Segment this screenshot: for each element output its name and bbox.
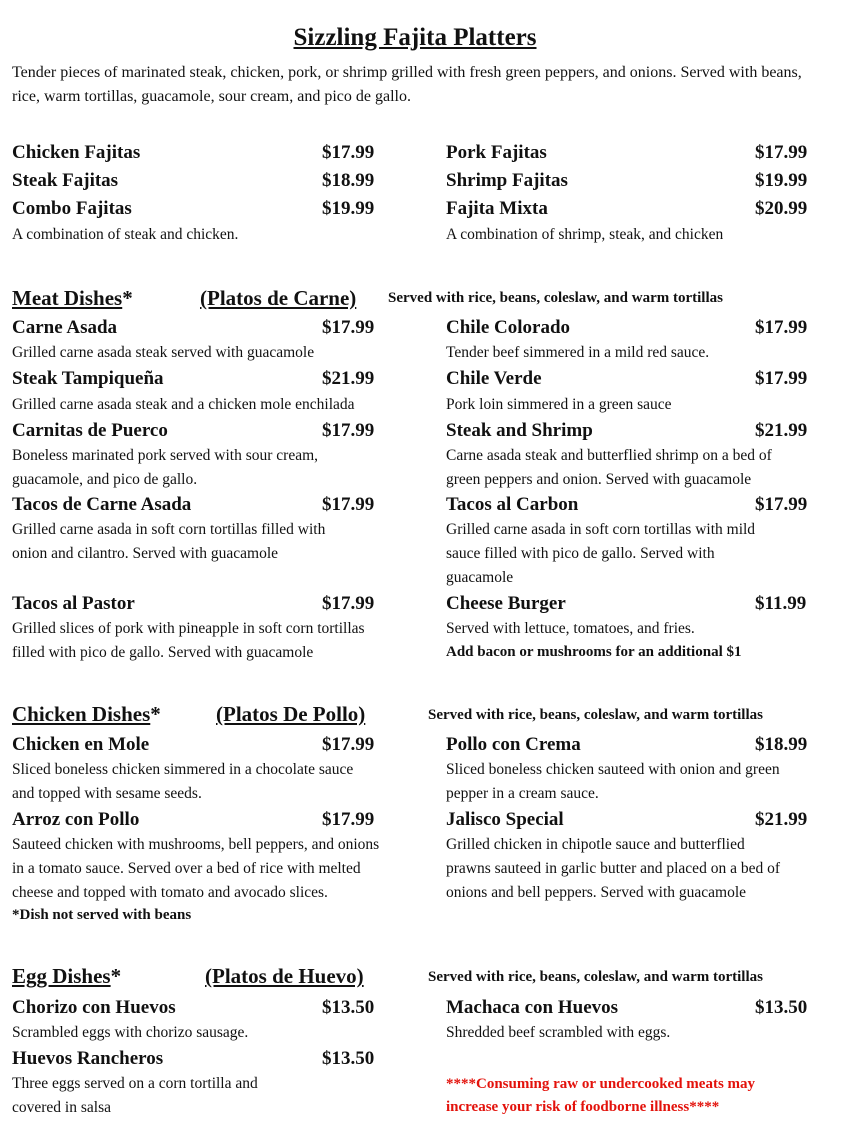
menu-item-price: $17.99	[322, 494, 375, 515]
menu-item-name: Shrimp Fajitas	[446, 170, 568, 191]
menu-item-desc: Sauteed chicken with mushrooms, bell peppers, and onions	[12, 836, 380, 853]
menu-item-desc: filled with pico de gallo. Served with guacamole	[12, 644, 314, 661]
menu-item-name: Carnitas de Puerco	[12, 420, 168, 441]
menu-item-desc: A combination of steak and chicken.	[12, 226, 239, 243]
menu-item-name: Carne Asada	[12, 317, 118, 338]
menu-item-price: $20.99	[755, 198, 808, 219]
menu-item-desc: Served with lettuce, tomatoes, and fries.	[446, 620, 695, 637]
menu-item-name: Chile Verde	[446, 368, 542, 389]
section-heading: Egg Dishes*	[12, 964, 122, 988]
menu-item-price: $18.99	[322, 170, 375, 191]
menu-item-desc: Carne asada steak and butterflied shrimp on a bed of	[446, 447, 772, 464]
menu-item-name: Jalisco Special	[446, 809, 564, 830]
menu-item-price: $17.99	[322, 734, 375, 755]
section-heading-spanish: (Platos de Huevo)	[205, 964, 364, 988]
menu-item-price: $17.99	[755, 142, 808, 163]
section-heading: Meat Dishes*	[12, 286, 133, 310]
menu-item-name: Arroz con Pollo	[12, 809, 140, 830]
menu-item-name: Steak Fajitas	[12, 170, 119, 191]
menu-item-price: $17.99	[322, 420, 375, 441]
menu-item-name: Tacos de Carne Asada	[12, 494, 192, 515]
menu-item-price: $17.99	[322, 593, 375, 614]
menu-item-desc: onion and cilantro. Served with guacamole	[12, 545, 279, 562]
menu-item-price: $18.99	[755, 734, 808, 755]
menu-item-desc: Shredded beef scrambled with eggs.	[446, 1024, 671, 1041]
menu-item-desc: guacamole	[446, 569, 514, 586]
menu-item-name: Cheese Burger	[446, 593, 566, 614]
menu-item-desc: guacamole, and pico de gallo.	[12, 471, 198, 488]
menu-item-desc: Boneless marinated pork served with sour cream,	[12, 447, 319, 464]
menu-item-price: $19.99	[755, 170, 808, 191]
menu-item-desc: in a tomato sauce. Served over a bed of rice with melted	[12, 860, 361, 877]
menu-item-name: Chicken en Mole	[12, 734, 150, 755]
menu-item-note: *Dish not served with beans	[12, 907, 192, 923]
menu-item-price: $17.99	[755, 317, 808, 338]
menu-item-name: Steak and Shrimp	[446, 420, 593, 441]
menu-item-desc: Tender beef simmered in a mild red sauce.	[446, 344, 710, 361]
page-title: Sizzling Fajita Platters	[293, 24, 537, 51]
menu-item-desc: pepper in a cream sauce.	[446, 785, 599, 802]
menu-item-price: $17.99	[755, 368, 808, 389]
menu-item-price: $17.99	[322, 809, 375, 830]
menu-item-name: Chile Colorado	[446, 317, 571, 338]
menu-item-desc: cheese and topped with tomato and avocado slices.	[12, 884, 328, 901]
menu-item-desc: Sliced boneless chicken sauteed with onion and green	[446, 761, 780, 778]
served-with-note: Served with rice, beans, coleslaw, and warm tortillas	[388, 290, 723, 306]
menu-item-desc: Grilled carne asada in soft corn tortillas with mild	[446, 521, 756, 538]
menu-item-price: $13.50	[322, 1048, 375, 1069]
menu-item-desc: prawns sauteed in garlic butter and placed on a bed of	[446, 860, 780, 877]
served-with-note: Served with rice, beans, coleslaw, and warm tortillas	[428, 969, 763, 985]
menu-item-desc: Grilled carne asada steak served with guacamole	[12, 344, 315, 361]
menu-item-desc: Pork loin simmered in a green sauce	[446, 396, 672, 413]
menu-item-price: $21.99	[755, 809, 808, 830]
menu-item-desc: Sliced boneless chicken simmered in a chocolate sauce	[12, 761, 354, 778]
menu-item-desc: sauce filled with pico de gallo. Served with	[446, 545, 715, 562]
menu-item-name: Pork Fajitas	[446, 142, 547, 163]
menu-item-name: Chorizo con Huevos	[12, 997, 176, 1018]
menu-item-price: $13.50	[322, 997, 375, 1018]
menu-item-desc: Grilled chicken in chipotle sauce and butterflied	[446, 836, 745, 853]
menu-item-price: $13.50	[755, 997, 808, 1018]
menu-item-price: $21.99	[755, 420, 808, 441]
menu-item-name: Steak Tampiqueña	[12, 368, 164, 389]
section-heading: Chicken Dishes*	[12, 702, 161, 726]
section-heading-spanish: (Platos De Pollo)	[216, 702, 366, 726]
menu-item-price: $21.99	[322, 368, 375, 389]
menu-item-name: Tacos al Pastor	[12, 593, 135, 614]
menu-item-desc: onions and bell peppers. Served with guacamole	[446, 884, 747, 901]
intro-text: Tender pieces of marinated steak, chicken, pork, or shrimp grilled with fresh green peppers, and onions. Served with beans, rice, warm tortillas, guacamole, sour cream, and pico de gallo.	[12, 64, 802, 105]
menu-item-price: $17.99	[755, 494, 808, 515]
menu-item-price: $19.99	[322, 198, 375, 219]
menu-item-price: $17.99	[322, 317, 375, 338]
menu-item-note: Add bacon or mushrooms for an additional $1	[446, 644, 742, 660]
menu-item-name: Tacos al Carbon	[446, 494, 579, 515]
menu-item-name: Chicken Fajitas	[12, 142, 141, 163]
menu-item-desc: green peppers and onion. Served with guacamole	[446, 471, 752, 488]
menu-item-desc: Grilled carne asada steak and a chicken mole enchilada	[12, 396, 355, 413]
menu-item-price: $11.99	[755, 593, 807, 614]
menu-item-desc: Grilled carne asada in soft corn tortillas filled with	[12, 521, 326, 538]
menu-item-desc: A combination of shrimp, steak, and chicken	[446, 226, 724, 243]
section-heading-spanish: (Platos de Carne)	[200, 286, 357, 310]
menu-item-name: Combo Fajitas	[12, 198, 132, 219]
menu-item-name: Huevos Rancheros	[12, 1048, 164, 1069]
menu-item-name: Machaca con Huevos	[446, 997, 619, 1018]
menu-item-desc: Scrambled eggs with chorizo sausage.	[12, 1024, 249, 1041]
menu-item-desc: covered in salsa	[12, 1099, 111, 1116]
health-warning: ****Consuming raw or undercooked meats may	[446, 1076, 756, 1092]
menu-item-desc: Grilled slices of pork with pineapple in soft corn tortillas	[12, 620, 365, 637]
menu-item-name: Fajita Mixta	[446, 198, 548, 219]
health-warning: increase your risk of foodborne illness****	[446, 1099, 720, 1115]
menu-item-price: $17.99	[322, 142, 375, 163]
menu-item-name: Pollo con Crema	[446, 734, 581, 755]
menu-item-desc: and topped with sesame seeds.	[12, 785, 202, 802]
menu-item-desc: Three eggs served on a corn tortilla and	[12, 1075, 258, 1092]
served-with-note: Served with rice, beans, coleslaw, and warm tortillas	[428, 707, 763, 723]
